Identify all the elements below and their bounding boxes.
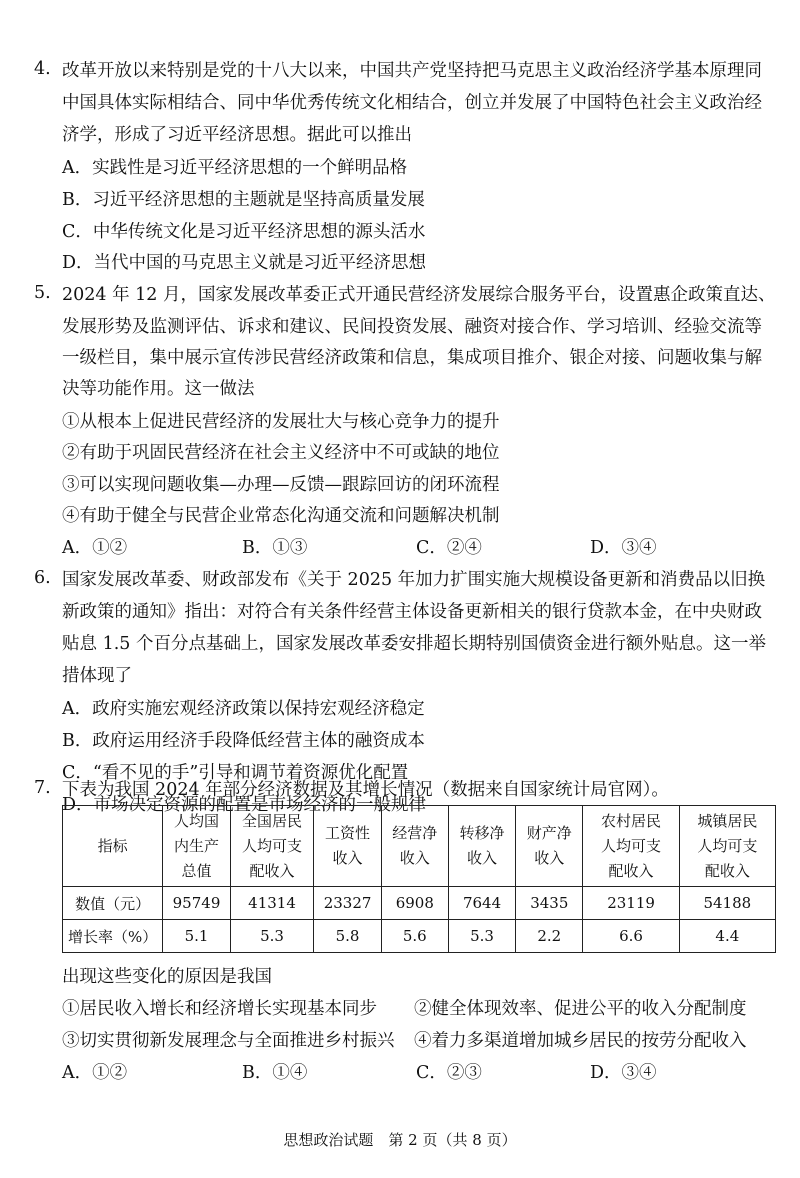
table-cell: 5.1 [163, 920, 230, 953]
table-cell: 41314 [230, 887, 314, 920]
choice-d: D．③④ [590, 1063, 657, 1083]
option-d: D．当代中国的马克思主义就是习近平经济思想 [62, 253, 427, 273]
statement-2: ②有助于巩固民营经济在社会主义经济中不可或缺的地位 [62, 443, 500, 463]
choices-row [62, 1061, 762, 1085]
statement-3: ③可以实现问题收集—办理—反馈—跟踪回访的闭环流程 [62, 475, 500, 495]
choice-a: A．①② [62, 1063, 128, 1083]
question-stem-line: 措体现了 [62, 666, 132, 686]
table-cell: 5.8 [314, 920, 381, 953]
table-cell: 54188 [679, 887, 775, 920]
table-cell: 95749 [163, 887, 230, 920]
question-stem-line: 中国具体实际相结合、同中华优秀传统文化相结合，创立并发展了中国特色社会主义政治经 [62, 93, 762, 113]
table-header-cell: 城镇居民 人均可支 配收入 [679, 806, 775, 887]
table-cell: 23327 [314, 887, 381, 920]
choice-b: B．①③ [242, 538, 308, 558]
table-header-cell: 财产净 收入 [516, 806, 583, 887]
question-stem-line: 改革开放以来特别是党的十八大以来，中国共产党坚持把马克思主义政治经济学基本原理同 [62, 61, 762, 81]
table-header-cell: 人均国 内生产 总值 [163, 806, 230, 887]
table-header-cell: 经营净 收入 [381, 806, 448, 887]
economic-data-table [62, 805, 776, 953]
question-number: 4. [34, 59, 51, 79]
question-stem-line: 2024 年 12 月，国家发展改革委正式开通民营经济发展综合服务平台，设置惠企政策直达、 [62, 285, 776, 305]
choice-a: A．①② [62, 538, 128, 558]
option-b: B．习近平经济思想的主题就是坚持高质量发展 [62, 190, 425, 210]
table-cell: 4.4 [679, 920, 775, 953]
table-header-cell: 转移净 收入 [448, 806, 515, 887]
table-cell: 3435 [516, 887, 583, 920]
table-row [63, 887, 776, 920]
option-c: C．“看不见的手”引导和调节着资源优化配置 [62, 763, 409, 783]
question-stem-line: 贴息 1.5 个百分点基础上，国家发展改革委安排超长期特别国债资金进行额外贴息。这一举 [62, 634, 766, 654]
option-b: B．政府运用经济手段降低经营主体的融资成本 [62, 731, 425, 751]
question-stem-line: 国家发展改革委、财政部发布《关于 2025 年加力扩围实施大规模设备更新和消费品以旧换 [62, 570, 766, 590]
question-stem-line: 决等功能作用。这一做法 [62, 379, 255, 399]
table-row [63, 920, 776, 953]
question-number: 7. [34, 778, 51, 798]
option-a: A．实践性是习近平经济思想的一个鲜明品格 [62, 158, 408, 178]
choice-b: B．①④ [242, 1063, 308, 1083]
question-number: 5. [34, 283, 51, 303]
statement-4: ④有助于健全与民营企业常态化沟通交流和问题解决机制 [62, 506, 500, 526]
statement-1: ①居民收入增长和经济增长实现基本同步 [62, 999, 377, 1019]
choice-d: D．③④ [590, 538, 657, 558]
table-cell: 数值（元） [63, 887, 163, 920]
table-cell: 2.2 [516, 920, 583, 953]
question-stem-line: 下表为我国 2024 年部分经济数据及其增长情况（数据来自国家统计局官网）。 [62, 780, 669, 800]
table-header-cell: 工资性 收入 [314, 806, 381, 887]
question-stem-line: 新政策的通知》指出：对符合有关条件经营主体设备更新相关的银行贷款本金，在中央财政 [62, 602, 762, 622]
table-cell: 5.3 [448, 920, 515, 953]
table-cell: 6908 [381, 887, 448, 920]
choice-c: C．②③ [416, 1063, 482, 1083]
table-cell: 增长率（%） [63, 920, 163, 953]
choices-row [62, 536, 762, 560]
question-prompt: 出现这些变化的原因是我国 [62, 967, 272, 987]
option-c: C．中华传统文化是习近平经济思想的源头活水 [62, 222, 426, 242]
statement-4: ④着力多渠道增加城乡居民的按劳分配收入 [414, 1031, 747, 1051]
table-header-cell: 农村居民 人均可支 配收入 [583, 806, 679, 887]
choice-c: C．②④ [416, 538, 482, 558]
question-number: 6. [34, 568, 51, 588]
option-a: A．政府实施宏观经济政策以保持宏观经济稳定 [62, 699, 425, 719]
table-header-cell: 指标 [63, 806, 163, 887]
table-header-row [63, 806, 776, 887]
page-footer: 思想政治试题 第 2 页（共 8 页） [283, 1131, 517, 1149]
statement-2: ②健全体现效率、促进公平的收入分配制度 [414, 999, 747, 1019]
table-cell: 23119 [583, 887, 679, 920]
question-stem-line: 发展形势及监测评估、诉求和建议、民间投资发展、融资对接合作、学习培训、经验交流等 [62, 317, 762, 337]
question-stem-line: 一级栏目，集中展示宣传涉民营经济政策和信息，集成项目推介、银企对接、问题收集与解 [62, 348, 762, 368]
table-cell: 5.6 [381, 920, 448, 953]
option-d: D．市场决定资源的配置是市场经济的一般规律 [62, 795, 427, 815]
table-cell: 6.6 [583, 920, 679, 953]
table-cell: 7644 [448, 887, 515, 920]
statement-3: ③切实贯彻新发展理念与全面推进乡村振兴 [62, 1031, 395, 1051]
table-cell: 5.3 [230, 920, 314, 953]
table-header-cell: 全国居民 人均可支 配收入 [230, 806, 314, 887]
statement-1: ①从根本上促进民营经济的发展壮大与核心竞争力的提升 [62, 412, 500, 432]
question-stem-line: 济学，形成了习近平经济思想。据此可以推出 [62, 125, 412, 145]
